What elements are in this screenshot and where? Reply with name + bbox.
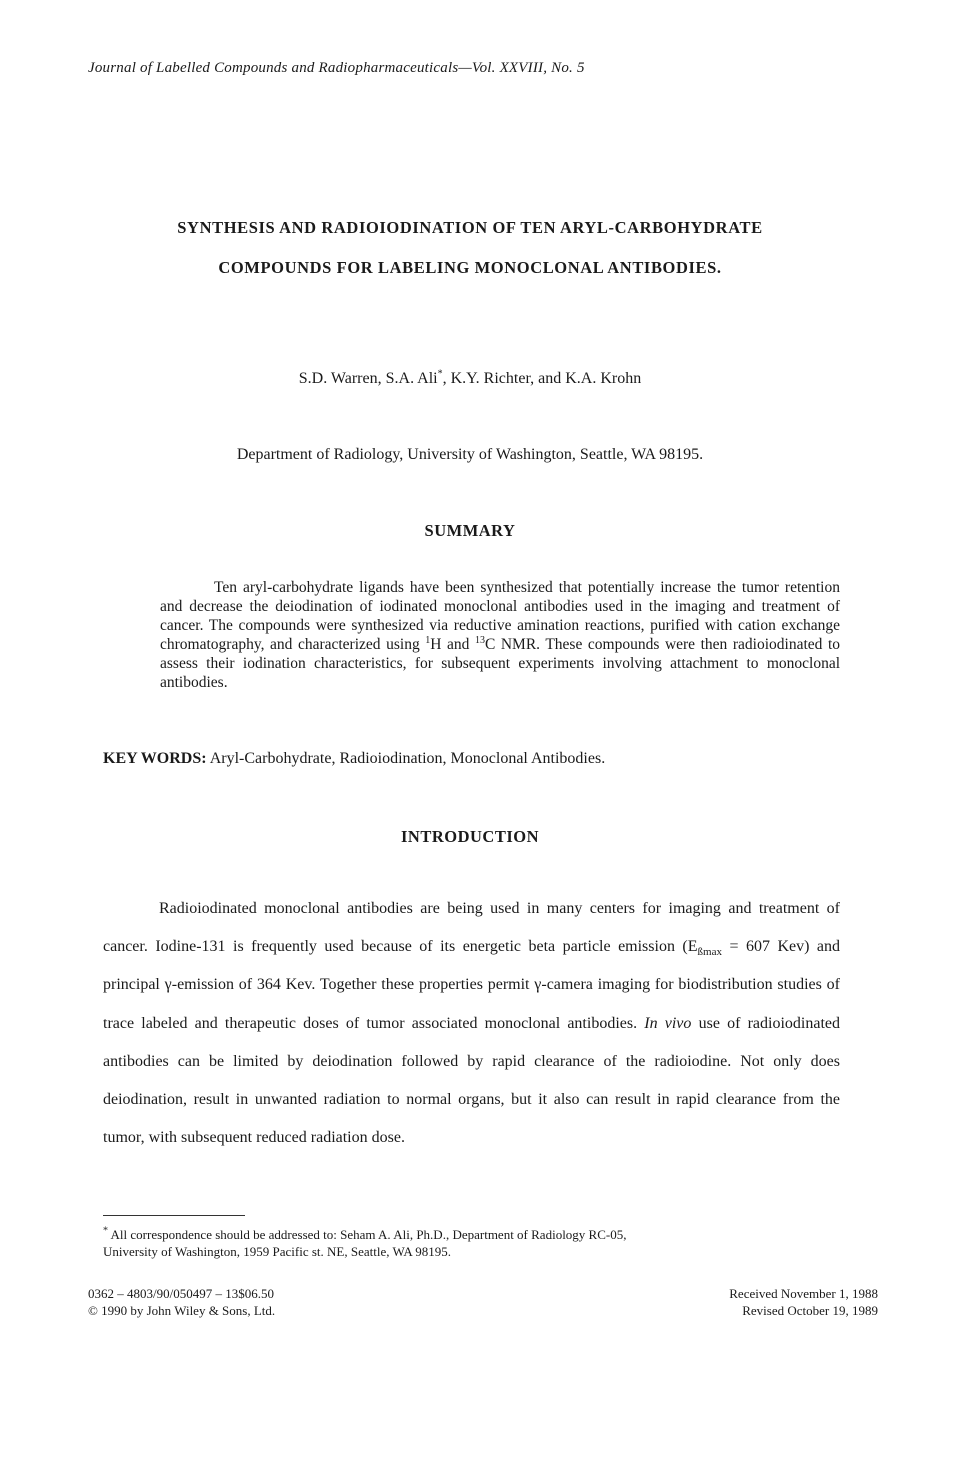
footnote-divider (103, 1215, 245, 1216)
journal-header: Journal of Labelled Compounds and Radiopharmaceuticals—Vol. XXVIII, No. 5 (88, 60, 585, 76)
footnote (103, 1226, 803, 1260)
footnote-text-1: All correspondence should be addressed to: Seham A. Ali, Ph.D., Department of Radiology RC-05, (108, 1227, 627, 1242)
introduction-paragraph (103, 890, 840, 1157)
imprint (88, 1285, 275, 1319)
keywords (103, 750, 605, 768)
article-title-line-2: COMPOUNDS FOR LABELING MONOCLONAL ANTIBODIES. (218, 258, 722, 277)
article-title-line-1: SYNTHESIS AND RADIOIODINATION OF TEN ARYL-CARBOHYDRATE (177, 218, 763, 237)
summary-paragraph (160, 578, 840, 692)
affiliation: Department of Radiology, University of Washington, Seattle, WA 98195. (236, 446, 704, 463)
imprint-code: 0362 – 4803/90/050497 – 13$06.50 (88, 1286, 274, 1301)
summary-body (160, 578, 840, 692)
nmr-sup-13c: 13 (474, 634, 485, 646)
corresponding-star: * (437, 368, 443, 380)
imprint-copyright: © 1990 by John Wiley & Sons, Ltd. (88, 1303, 276, 1318)
summary-text-1: Ten aryl-carbohydrate ligands have been synthesized that potentially increase the tumor retention and decrease the deiodination of iodinated monoclonal antibodies used in the imaging and treatment of cancer. The compounds were synthesized via reductive amination reactions, purified with cation exchange chromatography, and characterized using (160, 579, 840, 653)
summary-text-3: C NMR. These compounds were then radioiodinated to assess their iodination characteristics, for subsequent experiments involving attachment to monoclonal antibodies. (160, 636, 841, 691)
manuscript-dates (600, 1285, 878, 1319)
authors-after: , K.Y. Richter, and K.A. Krohn (442, 370, 642, 387)
footnote-star: * (103, 1225, 108, 1237)
in-vivo-italic: In vivo (644, 1014, 692, 1032)
revised-date: Revised October 19, 1989 (742, 1303, 878, 1318)
beta-max-subscript: ßmax (697, 946, 722, 959)
nmr-sup-1h: 1 (425, 634, 431, 646)
intro-text-3: use of radioiodinated antibodies can be limited by deiodination followed by rapid clearance of the radioiodine. Not only does deiodination, result in unwanted radiation to normal organs, but it also can result in rapid clearance from the tumor, with subsequent reduced radiation dose. (103, 1014, 840, 1147)
keywords-label: KEY WORDS: (103, 750, 207, 767)
author-list (0, 370, 940, 388)
footnote-line-1 (103, 1226, 803, 1243)
authors-before: S.D. Warren, S.A. Ali (298, 370, 438, 387)
intro-text-2: = 607 Kev) and principal γ-emission of 364 Kev. Together these properties permit γ-camera imaging for biodistribution studies of trace labeled and therapeutic doses of tumor associated monoclonal antibodies. (103, 938, 841, 1032)
intro-text-1: Radioiodinated monoclonal antibodies are being used in many centers for imaging and treatment of cancer. Iodine-131 is frequently used because of its energetic beta particle emission (E (103, 900, 840, 956)
summary-heading: SUMMARY (424, 521, 516, 540)
received-date: Received November 1, 1988 (729, 1286, 878, 1301)
footnote-line-2: University of Washington, 1959 Pacific st. NE, Seattle, WA 98195. (103, 1244, 451, 1259)
summary-text-2: H and (430, 636, 475, 653)
introduction-body (103, 890, 840, 1157)
introduction-heading: INTRODUCTION (400, 827, 540, 846)
keywords-text: Aryl-Carbohydrate, Radioiodination, Monoclonal Antibodies. (209, 750, 606, 767)
